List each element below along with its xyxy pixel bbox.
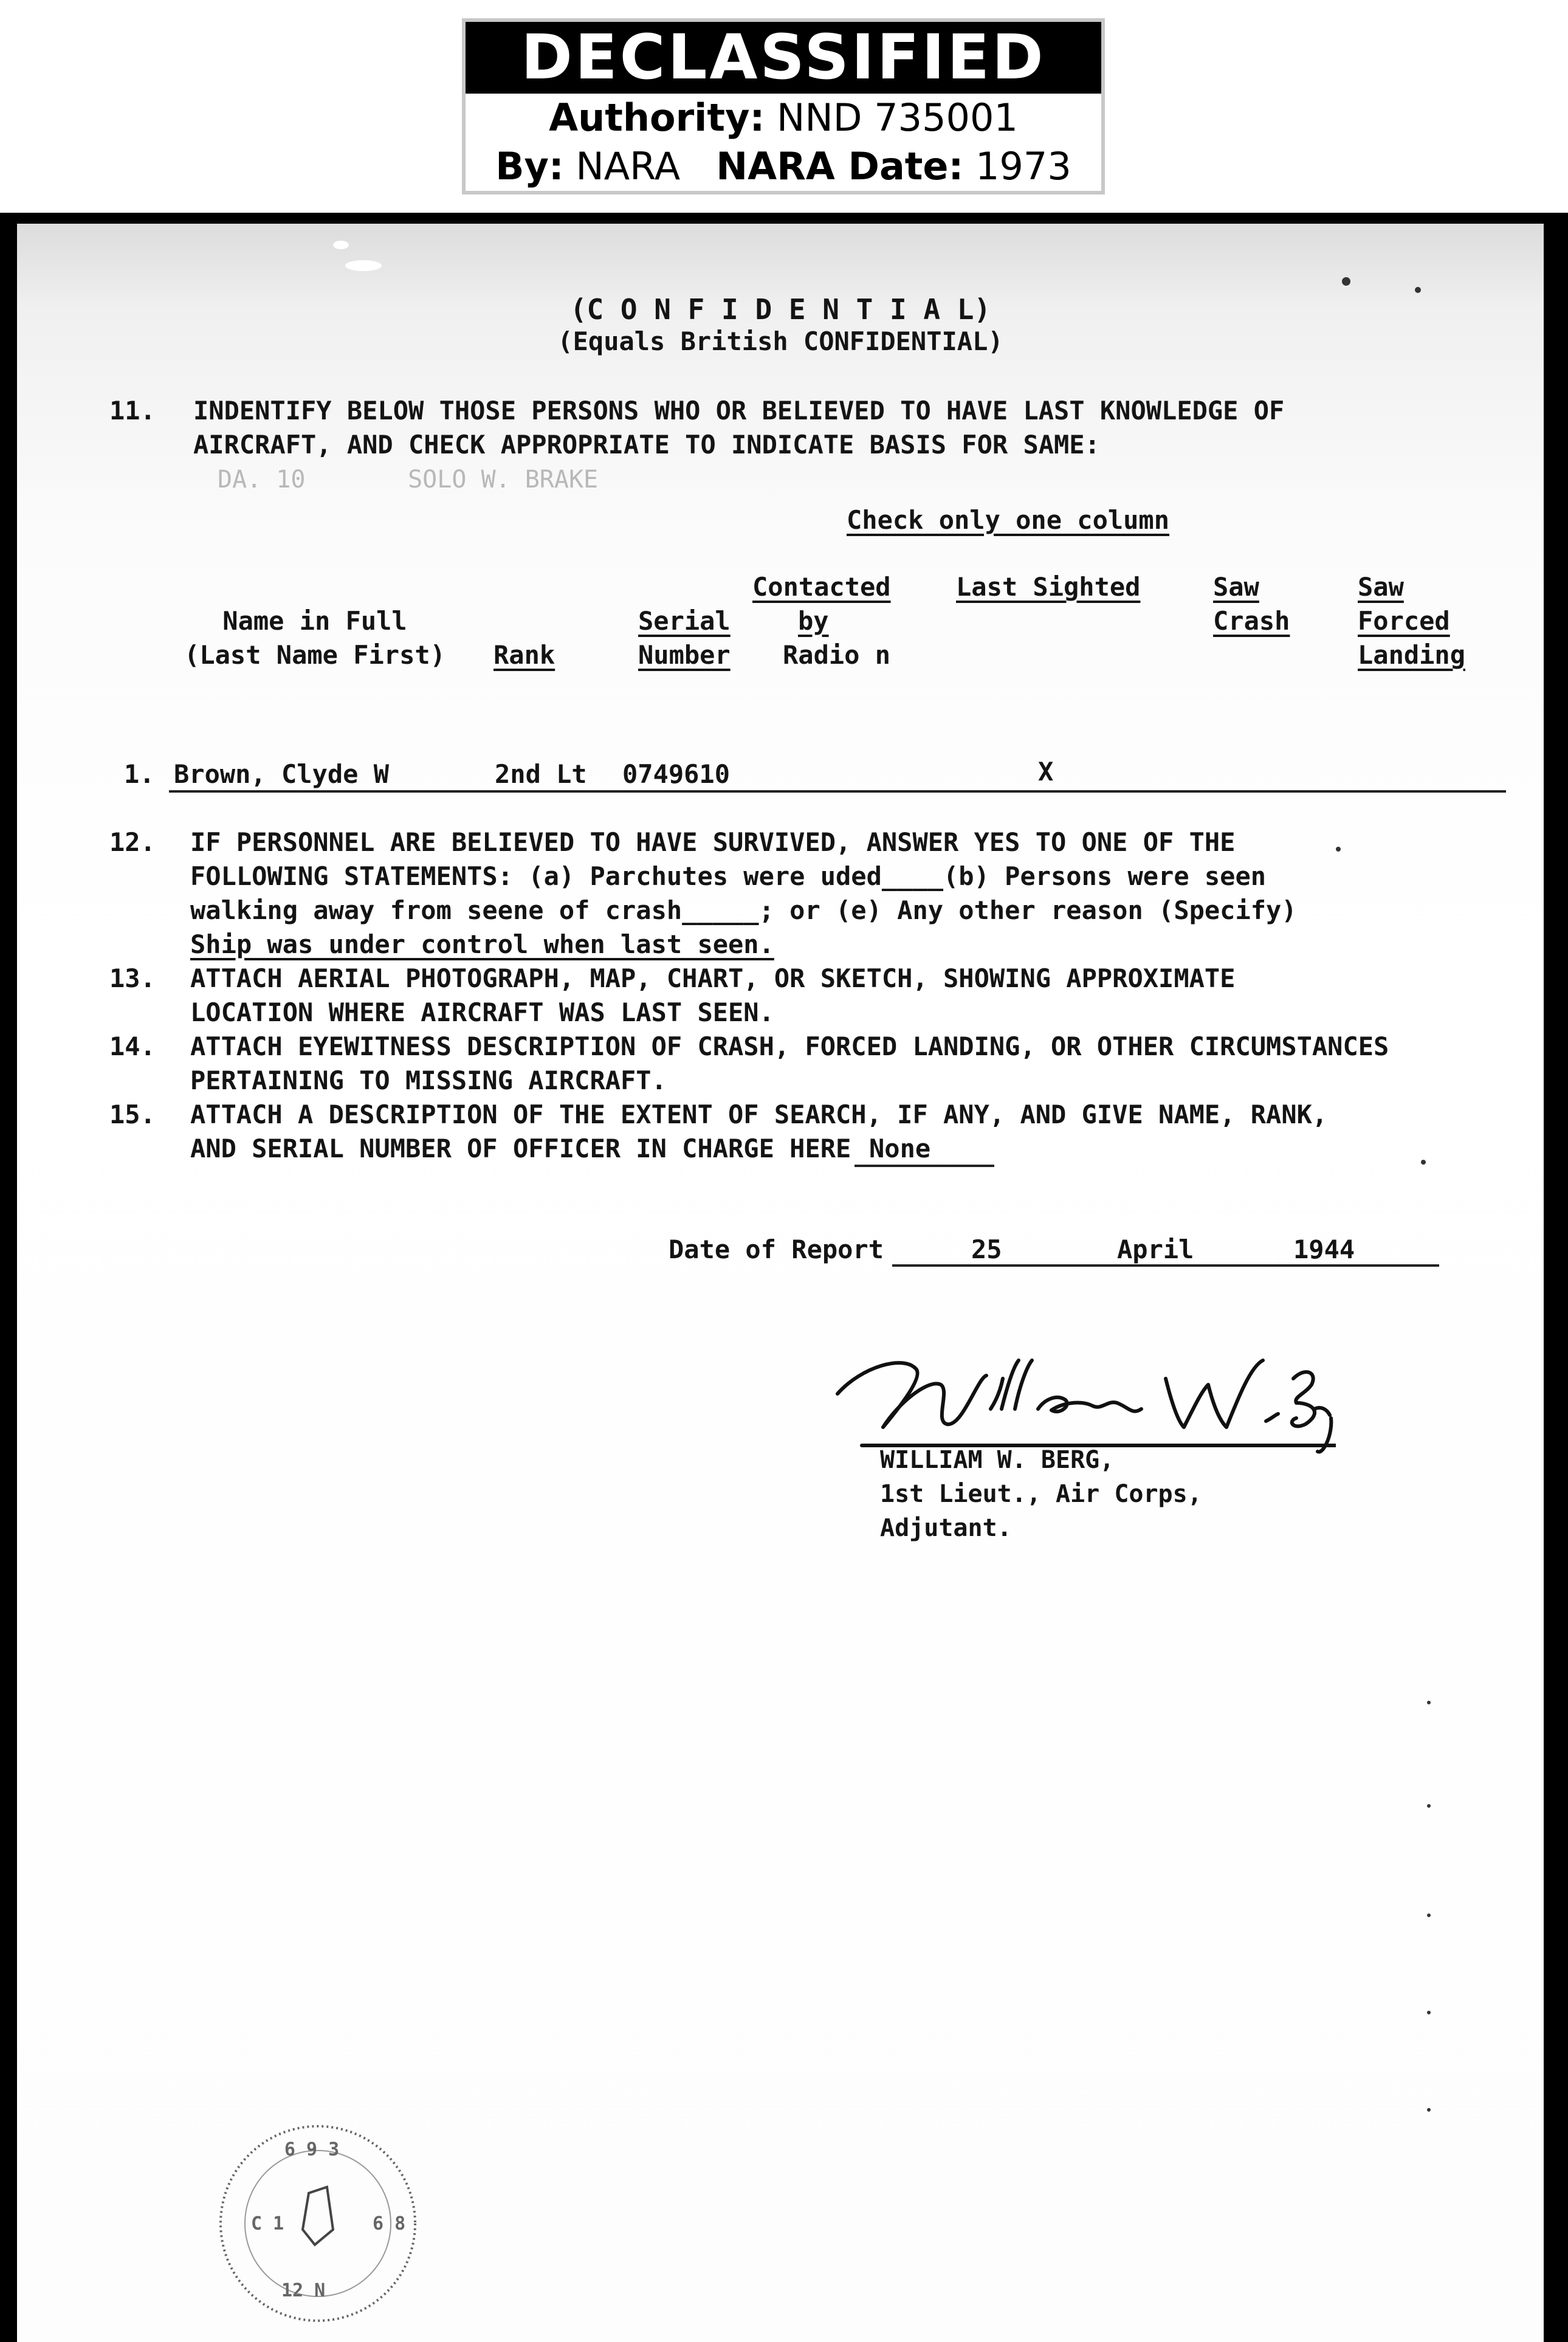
by-value: NARA bbox=[576, 144, 681, 188]
column-saw-crash-line-2: Crash bbox=[1213, 606, 1290, 636]
svg-text:6 8: 6 8 bbox=[373, 2213, 406, 2234]
row-serial: 0749610 bbox=[622, 759, 731, 789]
item-14-number: 14. bbox=[109, 1032, 156, 1061]
column-forced-line-3: Landing bbox=[1358, 640, 1466, 670]
column-saw-crash-line-1: Saw bbox=[1213, 572, 1259, 602]
column-name-line-2: (Last Name First) bbox=[184, 640, 445, 670]
item-15-number: 15. bbox=[109, 1100, 156, 1129]
item-14-line-2: PERTAINING TO MISSING AIRCRAFT. bbox=[190, 1066, 667, 1095]
date-of-report-underline bbox=[892, 1264, 1439, 1267]
declassification-banner bbox=[462, 18, 1105, 195]
row-index: 1. bbox=[124, 759, 155, 789]
document-paper: (C O N F I D E N T I A L) (Equals British CONFIDENTIAL) 11. INDENTIFY BELOW THOSE PERSONS WHO OR BELIEVED TO HAVE LAST KNOWLEDGE OF AIRCRAFT, AND CHECK APPROPRIATE TO INDICATE BASIS FOR SAME: DA. 10 SOLO W. BRAKE Check only one column Name in Full (Last Name First) Rank Serial Number Contacted by Radio n Last Sighted Saw Crash Saw Forced Landing 1. Brown, Clyde W 2nd Lt 0749610 X 12. IF PERSONNEL ARE BELIEVED TO HAVE SURVIVED, ANSWER YES TO ONE OF THE FOLLOWING STATEMENTS: (a) Parchutes were uded____(b) Persons were seen walking away from seene of crash_____; or (e) Any other reason (Specify) Ship was under control when last seen. 13. ATTACH AERIAL PHOTOGRAPH, MAP, CHART, OR SKETCH, SHOWING APPROXIMATE LOCATION WHERE AIRCRAFT WAS LAST SEEN. 14. ATTACH EYEWITNESS DESCRIPTION OF CRASH, FORCED LANDING, OR OTHER CIRCUMSTANCES PERTAINING TO MISSING AIRCRAFT. 15. ATTACH A DESCRIPTION OF THE EXTENT OF SEARCH, IF ANY, AND GIVE NAME, RANK, AND SERIAL NUMBER OF OFFICER IN CHARGE HERE None Date of Report 25 April 1944 WILLIAM W. BERG, 1st Lieut., Air Corps, Adjutant. 6 9 3 C 1 6 8 12 N bbox=[17, 224, 1544, 2342]
authority-label: Authority: bbox=[549, 95, 765, 140]
classification-equivalent: (Equals British CONFIDENTIAL) bbox=[557, 326, 1003, 356]
column-contacted-line-3: Radio n bbox=[783, 640, 891, 670]
signer-name: WILLIAM W. BERG, bbox=[880, 1446, 1115, 1474]
svg-text:12 N: 12 N bbox=[281, 2280, 326, 2301]
date-of-report-year: 1944 bbox=[1293, 1235, 1355, 1264]
item-15-answer-underline bbox=[854, 1165, 994, 1167]
item-11-line-1: INDENTIFY BELOW THOSE PERSONS WHO OR BELIEVED TO HAVE LAST KNOWLEDGE OF bbox=[193, 396, 1285, 425]
item-15-line-2: AND SERIAL NUMBER OF OFFICER IN CHARGE HERE bbox=[190, 1134, 851, 1163]
row-underline bbox=[169, 790, 1506, 793]
nara-date-label: NARA Date: bbox=[716, 144, 964, 188]
item-12-line-1: IF PERSONNEL ARE BELIEVED TO HAVE SURVIVED, ANSWER YES TO ONE OF THE bbox=[190, 827, 1236, 857]
row-last-sighted-mark: X bbox=[1038, 757, 1054, 787]
by-label: By: bbox=[495, 144, 564, 188]
authority-value: NND 735001 bbox=[777, 95, 1018, 140]
row-name: Brown, Clyde W bbox=[174, 759, 390, 789]
item-15-line-1: ATTACH A DESCRIPTION OF THE EXTENT OF SEARCH, IF ANY, AND GIVE NAME, RANK, bbox=[190, 1100, 1328, 1129]
column-forced-line-2: Forced bbox=[1358, 606, 1450, 636]
item-14-line-1: ATTACH EYEWITNESS DESCRIPTION OF CRASH, FORCED LANDING, OR OTHER CIRCUMSTANCES bbox=[190, 1032, 1389, 1061]
item-12-line-3: walking away from seene of crash_____; or (e) Any other reason (Specify) bbox=[190, 895, 1297, 925]
by-line bbox=[466, 142, 1101, 191]
item-12-line-2: FOLLOWING STATEMENTS: (a) Parchutes were uded____(b) Persons were seen bbox=[190, 861, 1267, 891]
signer-title: Adjutant. bbox=[880, 1514, 1012, 1542]
column-serial-line-1: Serial bbox=[638, 606, 731, 636]
column-forced-line-1: Saw bbox=[1358, 572, 1404, 602]
received-seal bbox=[190, 2072, 433, 2327]
item-15-answer: None bbox=[869, 1134, 931, 1163]
signer-rank: 1st Lieut., Air Corps, bbox=[880, 1480, 1202, 1508]
column-last-sighted: Last Sighted bbox=[956, 572, 1141, 602]
authority-line bbox=[466, 94, 1101, 142]
svg-text:6 9 3: 6 9 3 bbox=[284, 2139, 340, 2160]
date-of-report-month: April bbox=[1117, 1235, 1194, 1264]
item-11-number: 11. bbox=[109, 396, 156, 425]
item-13-line-2: LOCATION WHERE AIRCRAFT WAS LAST SEEN. bbox=[190, 997, 774, 1027]
declassified-title: DECLASSIFIED bbox=[466, 22, 1101, 94]
column-contacted-line-1: Contacted bbox=[752, 572, 891, 602]
column-rank: Rank bbox=[493, 640, 555, 670]
column-serial-line-2: Number bbox=[638, 640, 731, 670]
classification-heading: (C O N F I D E N T I A L) bbox=[569, 293, 991, 326]
check-only-one-column: Check only one column bbox=[847, 505, 1170, 535]
item-13-line-1: ATTACH AERIAL PHOTOGRAPH, MAP, CHART, OR SKETCH, SHOWING APPROXIMATE bbox=[190, 963, 1236, 993]
column-name-line-1: Name in Full bbox=[222, 606, 407, 636]
item-12-number: 12. bbox=[109, 827, 156, 857]
date-of-report-label: Date of Report bbox=[669, 1235, 884, 1264]
svg-text:C 1: C 1 bbox=[251, 2213, 284, 2234]
scanned-page bbox=[0, 213, 1568, 2342]
item-11-line-2: AIRCRAFT, AND CHECK APPROPRIATE TO INDICATE BASIS FOR SAME: bbox=[193, 430, 1100, 460]
item-13-number: 13. bbox=[109, 963, 156, 993]
item-12-answer: Ship was under control when last seen. bbox=[190, 929, 774, 959]
nara-date-value: 1973 bbox=[975, 144, 1071, 188]
row-rank: 2nd Lt bbox=[495, 759, 587, 789]
date-of-report-day: 25 bbox=[971, 1235, 1002, 1264]
column-contacted-line-2: by bbox=[798, 606, 829, 636]
